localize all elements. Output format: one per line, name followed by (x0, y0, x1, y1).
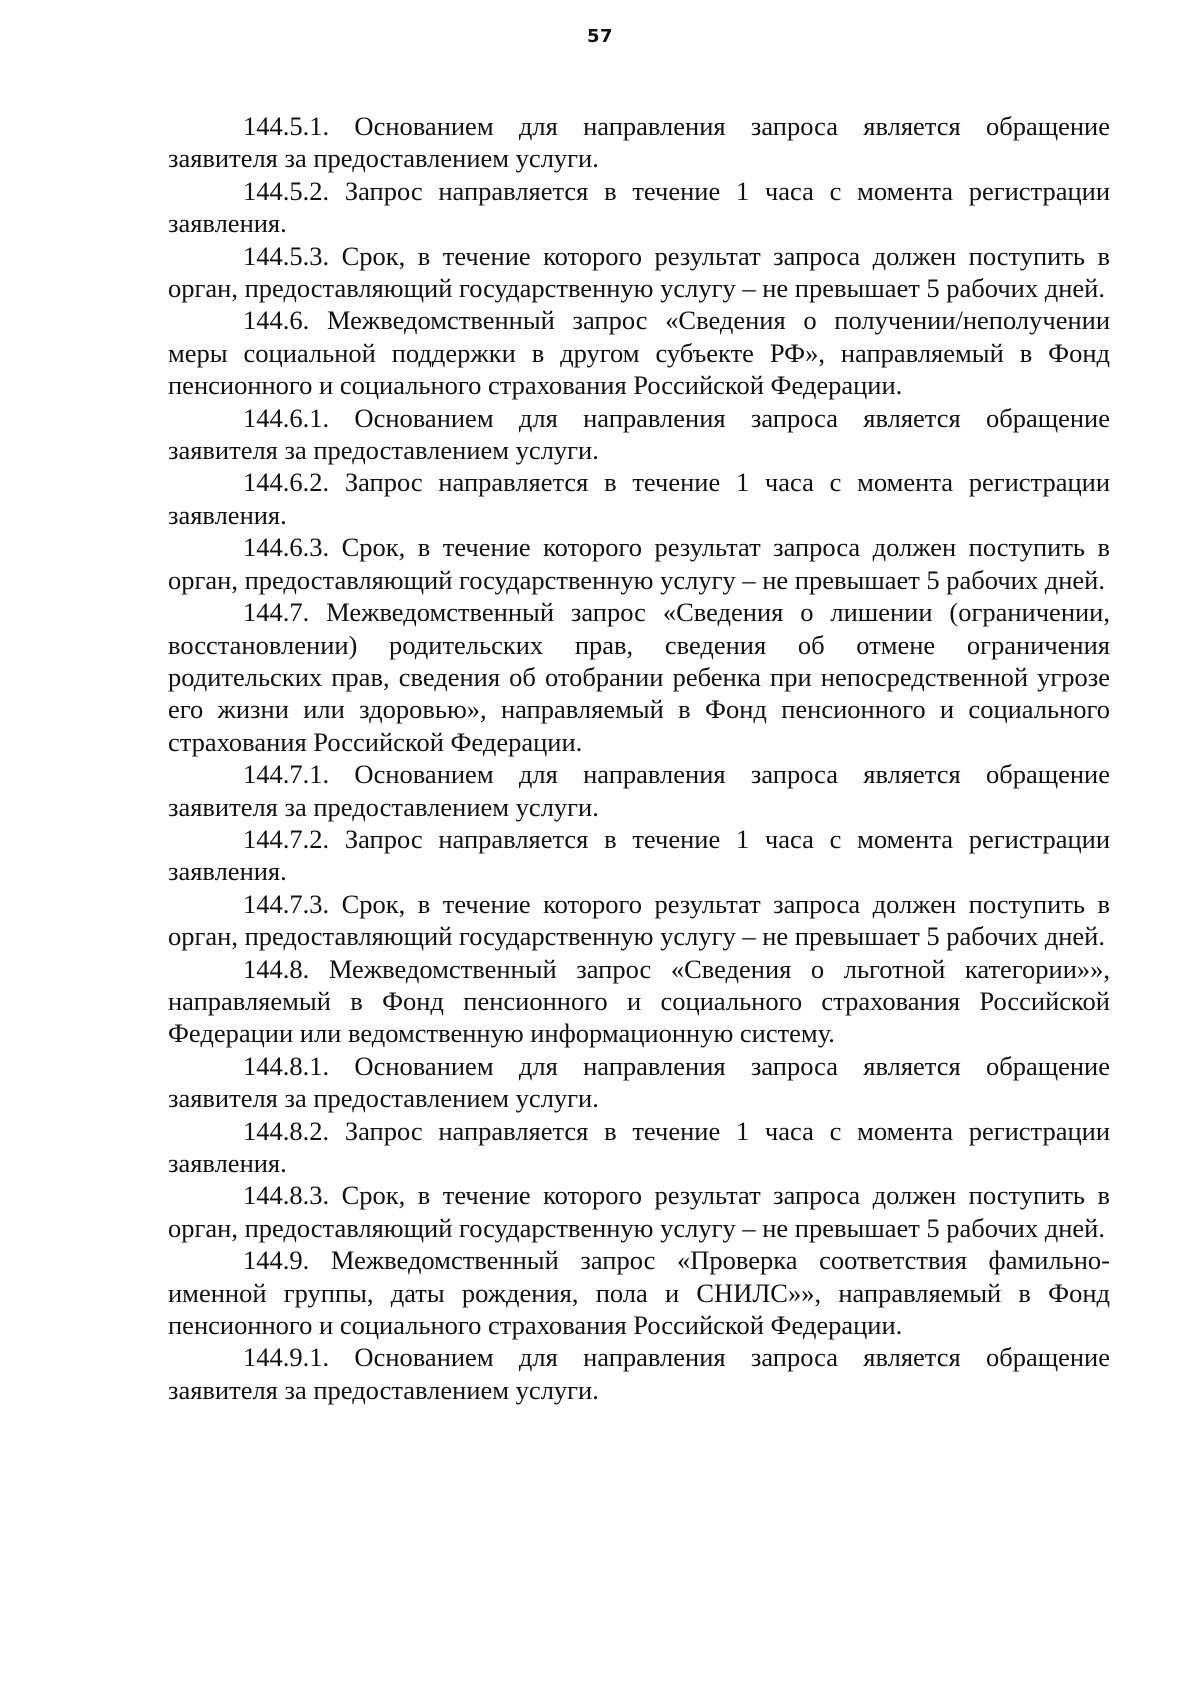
paragraph-144-8-1: 144.8.1. Основанием для направления запроса является обращение заявителя за предоставлением услуги. (168, 1050, 1110, 1114)
paragraph-144-6-2: 144.6.2. Запрос направляется в течение 1 часа с момента регистрации заявления. (168, 467, 1110, 530)
paragraph-144-8-2: 144.8.2. Запрос направляется в течение 1 часа с момента регистрации заявления. (168, 1115, 1110, 1178)
paragraph-144-7-1: 144.7.1. Основанием для направления запроса является обращение заявителя за предоставлением услуги. (168, 759, 1110, 822)
paragraph-144-8-3: 144.8.3. Срок, в течение которого результат запроса должен поступить в орган, предоставляющий государственную услугу – не превышает 5 рабочих дней. (168, 1180, 1110, 1243)
paragraph-144-8: 144.8. Межведомственный запрос «Сведения о льготной категории»», направляемый в Фонд пенсионного и социального страхования Российской Федерации или ведомственную информационную систему. (168, 953, 1110, 1049)
paragraph-144-5-1: 144.5.1. Основанием для направления запроса является обращение заявителя за предоставлением услуги. (168, 111, 1110, 174)
paragraph-144-6-3: 144.6.3. Срок, в течение которого результат запроса должен поступить в орган, предоставляющий государственную услугу – не превышает 5 рабочих дней. (168, 532, 1110, 595)
paragraph-144-6: 144.6. Межведомственный запрос «Сведения о получении/неполучении меры социальной поддержки в другом субъекте РФ», направляемый в Фонд пенсионного и социального страхования Российской Федерации. (168, 305, 1110, 401)
paragraph-144-7: 144.7. Межведомственный запрос «Сведения о лишении (ограничении, восстановлении) родительских прав, сведения об отмене ограничения родительских прав, сведения об отобрании ребенка при непосредственной угрозе его жизни или здоровью», направляемый в Фонд пенсионного и социального страхования Российской Федерации. (168, 597, 1110, 757)
page-number: 57 (586, 26, 614, 47)
paragraph-144-7-2: 144.7.2. Запрос направляется в течение 1 часа с момента регистрации заявления. (168, 823, 1110, 887)
document-body (168, 110, 1110, 1406)
paragraph-144-7-3: 144.7.3. Срок, в течение которого результат запроса должен поступить в орган, предоставляющий государственную услугу – не превышает 5 рабочих дней. (168, 888, 1110, 952)
paragraph-144-5-3: 144.5.3. Срок, в течение которого результат запроса должен поступить в орган, предоставляющий государственную услугу – не превышает 5 рабочих дней. (168, 240, 1110, 304)
paragraph-144-5-2: 144.5.2. Запрос направляется в течение 1 часа с момента регистрации заявления. (168, 175, 1110, 239)
paragraph-144-9-1: 144.9.1. Основанием для направления запроса является обращение заявителя за предоставлением услуги. (168, 1342, 1110, 1405)
paragraph-144-6-1: 144.6.1. Основанием для направления запроса является обращение заявителя за предоставлением услуги. (168, 402, 1110, 466)
paragraph-144-9: 144.9. Межведомственный запрос «Проверка соответствия фамильно-именной группы, даты рождения, пола и СНИЛС»», направляемый в Фонд пенсионного и социального страхования Российской Федерации. (168, 1245, 1110, 1341)
